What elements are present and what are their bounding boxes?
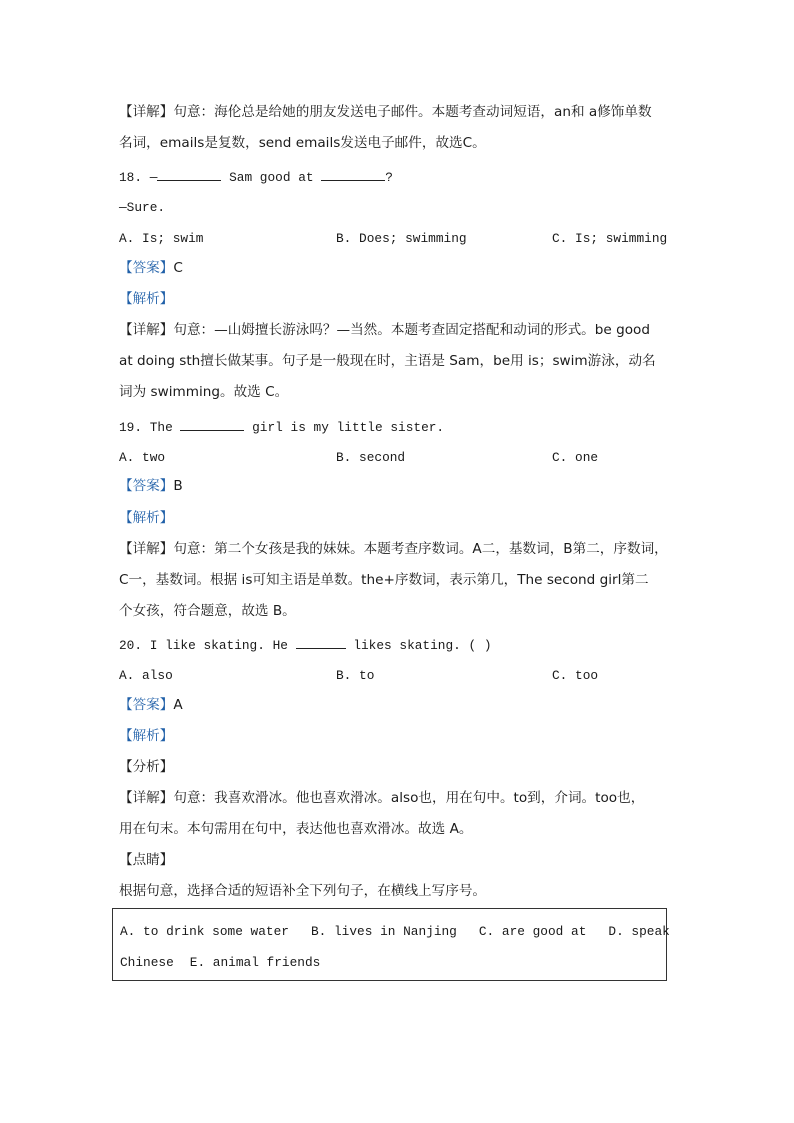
detail-text: 句意：第二个女孩是我的妹妹。本题考查序数词。A二，基数词，B第二，序数词，: [173, 541, 668, 557]
phrase-line: [120, 923, 670, 941]
option-a: A. also: [119, 668, 173, 683]
option-c: C. too: [552, 668, 599, 683]
dianjing-tag: 【点睛】: [119, 852, 174, 868]
question-suffix: girl is my little sister.: [244, 420, 445, 435]
detail-tag: 【详解】: [119, 790, 174, 806]
question-19: [119, 418, 444, 437]
detail-tag: 【详解】: [119, 541, 174, 557]
answer-line: [119, 477, 183, 495]
section-instruction: 根据句意，选择合适的短语补全下列句子，在横线上写序号。: [119, 883, 487, 899]
phrase-item: A. to drink some water: [120, 924, 289, 939]
detail-tag: 【详解】: [119, 104, 174, 120]
detail-text: 句意：海伦总是给她的朋友发送电子邮件。本题考查动词短语，an和 a修饰单数: [173, 104, 652, 120]
option-b: B. to: [336, 668, 375, 683]
detail-line: [119, 321, 650, 339]
question-suffix: ?: [385, 170, 393, 185]
answer-tag: 【答案】: [119, 260, 174, 276]
phrase-line: [120, 954, 320, 972]
answer-blank: [180, 418, 244, 431]
question-prefix: 19. The: [119, 420, 181, 435]
phrase-box: [112, 908, 670, 981]
question-18: [119, 168, 393, 187]
detail-text: 句意：我喜欢滑冰。他也喜欢滑冰。also也，用在句中。to到，介词。too也，: [173, 790, 645, 806]
detail-line: C一，基数词。根据 is可知主语是单数。the+序数词，表示第几，The second girl第二: [119, 572, 649, 588]
detail-line: 个女孩，符合题意，故选 B。: [119, 603, 296, 619]
answer-line: [119, 259, 183, 277]
answer-line: [119, 696, 183, 714]
detail-tag: 【详解】: [119, 322, 174, 338]
question-20: [119, 636, 492, 655]
question-prefix: 20. I like skating. He: [119, 638, 296, 653]
answer-blank: [296, 636, 346, 649]
option-b: B. Does; swimming: [336, 231, 467, 246]
answer-value: B: [173, 478, 183, 494]
option-a: A. Is; swim: [119, 231, 204, 246]
phrase-item: D. speak: [608, 924, 670, 939]
answer-blank: [321, 168, 385, 181]
detail-line: 词为 swimming。故选 C。: [119, 384, 289, 400]
phrase-item: Chinese: [120, 955, 174, 970]
question-middle: Sam good at: [221, 170, 322, 185]
option-b: B. second: [336, 450, 406, 465]
phrase-item: E. animal friends: [189, 955, 321, 970]
fenxi-tag: 【分析】: [119, 759, 174, 775]
detail-line: 用在句末。本句需用在句中，表达他也喜欢滑冰。故选 A。: [119, 821, 473, 837]
phrase-item: B. lives in Nanjing: [310, 924, 457, 939]
answer-value: C: [173, 260, 183, 276]
answer-value: A: [173, 697, 183, 713]
detail-line: [119, 134, 486, 152]
option-c: C. Is; swimming: [552, 231, 668, 246]
reply-line: —Sure.: [119, 200, 166, 215]
detail-text: 句意：—山姆擅长游泳吗？—当然。本题考查固定搭配和动词的形式。be good: [173, 322, 650, 338]
answer-tag: 【答案】: [119, 478, 174, 494]
question-suffix: likes skating. ( ): [345, 638, 492, 653]
question-prefix: 18. —: [119, 170, 158, 185]
detail-text: 名词，emails是复数，send emails发送电子邮件，故选C。: [119, 135, 486, 151]
detail-line: [119, 540, 668, 558]
option-c: C. one: [552, 450, 599, 465]
phrase-item: C. are good at: [478, 924, 587, 939]
detail-line: at doing sth擅长做某事。句子是一般现在时，主语是 Sam，be用 is；swim游泳，动名: [119, 353, 656, 369]
answer-blank: [157, 168, 221, 181]
detail-line: [119, 789, 644, 807]
detail-line: [119, 103, 652, 121]
option-a: A. two: [119, 450, 166, 465]
analysis-tag: 【解析】: [119, 510, 174, 526]
analysis-tag: 【解析】: [119, 728, 174, 744]
answer-tag: 【答案】: [119, 697, 174, 713]
analysis-tag: 【解析】: [119, 291, 174, 307]
